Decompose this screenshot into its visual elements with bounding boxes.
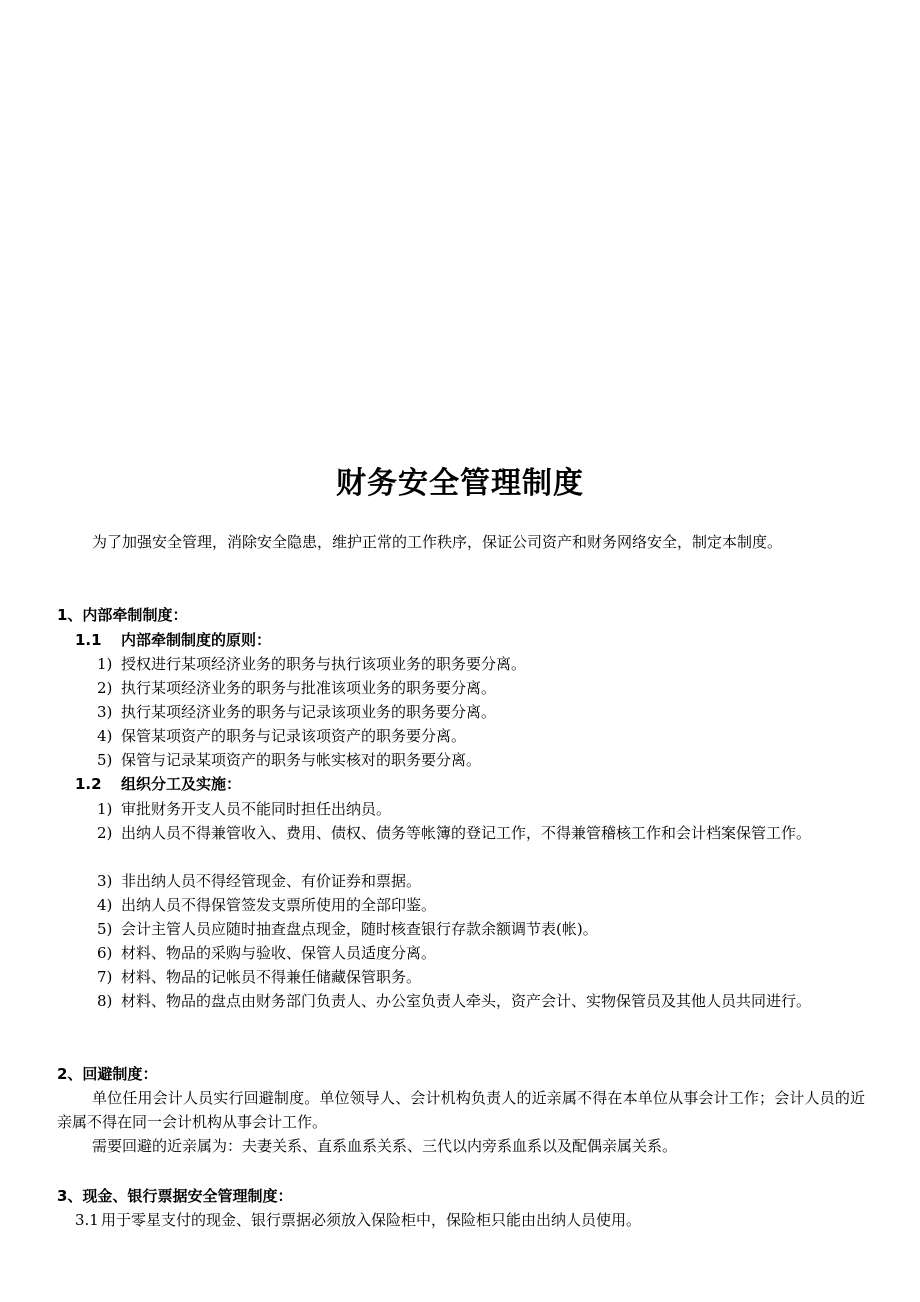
section-1-2-title: 组织分工及实施： [121,775,242,793]
list-item [97,676,865,700]
section-2-heading: 2、回避制度： [57,1065,158,1083]
section-2-paragraph-1: 单位任用会计人员实行回避制度。单位领导人、会计机构负责人的近亲属不得在本单位从事会计工作；会计人员的近亲属不得在同一会计机构从事会计工作。 [57,1089,865,1131]
list-item-text: 出纳人员不得兼管收入、费用、债权、债务等帐簿的登记工作，不得兼管稽核工作和会计档案保管工作。 [121,824,812,842]
section-2-paragraph-2: 需要回避的近亲属为：夫妻关系、直系血系关系、三代以内旁系血系以及配偶亲属关系。 [92,1137,678,1155]
list-item [97,917,865,941]
list-item [97,748,865,772]
section-1-1-heading [75,628,271,652]
section-3-1-number: 3.1 [75,1211,99,1229]
list-item-text: 审批财务开支人员不能同时担任出纳员。 [121,800,392,818]
list-item-text: 材料、物品的采购与验收、保管人员适度分离。 [121,944,437,962]
document-title: 财务安全管理制度 [336,466,584,501]
list-item [97,941,865,965]
list-item [97,989,865,1013]
list-item [97,869,865,893]
list-item-text: 授权进行某项经济业务的职务与执行该项业务的职务要分离。 [121,655,527,673]
list-item-text: 非出纳人员不得经管现金、有价证券和票据。 [121,872,422,890]
list-item-number: 2) [97,679,113,697]
section-3-1-text: 用于零星支付的现金、银行票据必须放入保险柜中，保险柜只能由出纳人员使用。 [101,1211,642,1229]
list-item [97,965,865,989]
section-1-1-number: 1.1 [75,631,102,649]
intro-paragraph: 为了加强安全管理，消除安全隐患，维护正常的工作秩序，保证公司资产和财务网络安全，制定本制度。 [92,533,783,551]
list-item-number: 5) [97,920,113,938]
list-item-number: 3) [97,703,113,721]
list-item-text: 材料、物品的盘点由财务部门负责人、办公室负责人牵头，资产会计、实物保管员及其他人员共同进行。 [121,992,812,1010]
list-item-text: 出纳人员不得保管签发支票所使用的全部印鉴。 [121,896,437,914]
list-item-number: 1) [97,655,113,673]
list-item-number: 7) [97,968,113,986]
list-item-text: 会计主管人员应随时抽查盘点现金，随时核查银行存款余额调节表(帐)。 [121,920,598,938]
list-item [97,893,865,917]
list-item [97,821,865,845]
list-item-number: 3) [97,872,113,890]
section-3-1-paragraph [75,1208,865,1232]
section-3-heading: 3、现金、银行票据安全管理制度： [57,1187,293,1205]
list-item-number: 6) [97,944,113,962]
list-item [97,797,865,821]
list-item-number: 8) [97,992,113,1010]
list-item-number: 5) [97,751,113,769]
list-item-text: 执行某项经济业务的职务与批准该项业务的职务要分离。 [121,679,497,697]
section-1-1-title: 内部牵制制度的原则： [121,631,272,649]
list-item-number: 4) [97,896,113,914]
section-1-2-heading [75,772,241,796]
list-item-text: 执行某项经济业务的职务与记录该项业务的职务要分离。 [121,703,497,721]
list-item-number: 4) [97,727,113,745]
list-item-text: 保管与记录某项资产的职务与帐实核对的职务要分离。 [121,751,482,769]
list-item [97,652,865,676]
section-1-heading: 1、内部牵制制度： [57,606,188,624]
list-item [97,724,865,748]
list-item-text: 保管某项资产的职务与记录该项资产的职务要分离。 [121,727,467,745]
list-item [97,700,865,724]
section-1-2-number: 1.2 [75,775,102,793]
list-item-text: 材料、物品的记帐员不得兼任储藏保管职务。 [121,968,422,986]
list-item-number: 1) [97,800,113,818]
list-item-number: 2) [97,824,113,842]
